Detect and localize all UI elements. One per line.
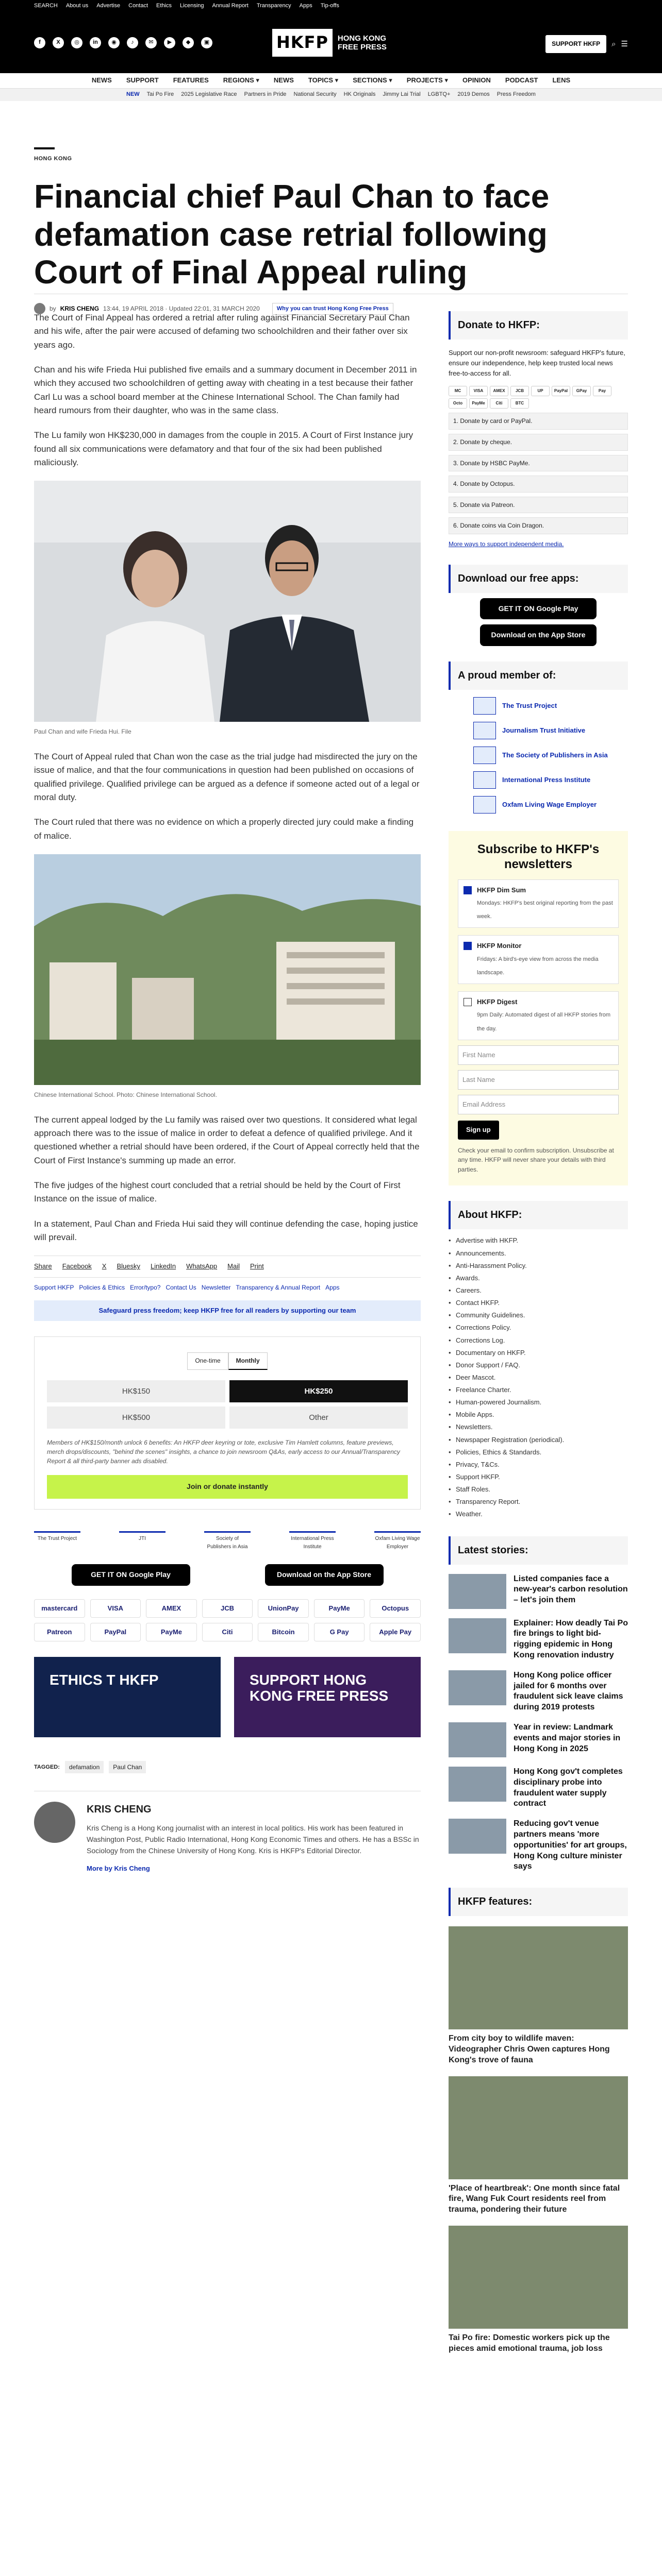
nav-item[interactable]: REGIONS ▾ [223,76,259,84]
member-logo[interactable]: JTI [119,1531,166,1551]
trust-badge[interactable]: Why you can trust Hong Kong Free Press [272,303,393,315]
author-box [34,1791,421,1874]
newsletter-checkbox[interactable] [464,886,472,894]
about-sidebar-box [449,1201,628,1229]
logo-mark[interactable]: HKFP [272,29,333,57]
trending-link[interactable]: National Security [293,91,337,98]
more-ways-link[interactable]: More ways to support independent media. [449,540,564,548]
policy-link[interactable]: Policies & Ethics [79,1283,125,1291]
more-by-author-link[interactable]: More by Kris Cheng [87,1865,150,1873]
about-link[interactable]: • Community Guidelines. [449,1309,628,1321]
share-link[interactable]: Facebook [62,1262,92,1270]
story-title[interactable]: Reducing gov't venue partners means 'more opportunities' for art groups, Hong Kong culture minister says [514,1819,627,1871]
about-link[interactable]: • Careers. [449,1284,628,1297]
trending-link[interactable]: 2019 Demos [457,91,490,98]
payment-logo: PayMe [146,1623,197,1641]
about-link[interactable]: • Contact HKFP. [449,1297,628,1309]
site-header [0,12,662,73]
social-icon[interactable]: ✉ [145,37,157,48]
tag[interactable]: Paul Chan [109,1761,146,1774]
donate-frequency-toggle [47,1352,408,1370]
payment-logo: Apple Pay [370,1623,421,1641]
trending-link[interactable]: LGBTQ+ [427,91,451,98]
about-link[interactable]: • Policies, Ethics & Standards. [449,1446,628,1459]
article-header [34,147,628,315]
newsletter-text [477,941,613,978]
card-logo: MC [449,386,467,396]
article-paragraph: The Court of Appeal ruled that Chan won the case as the trial judge had misdirected the jury on the issue of malice, and that the four communications in question had been published on occasions of qualified privilege. Qualified privilege can be argued as a defence if someone acted out of a legal or moral duty. [34,752,420,803]
feature-story[interactable] [449,2076,628,2215]
newsletter-text [477,997,613,1035]
donate-sidebar-text[interactable]: Support our non-profit newsroom: safeguard HKFP's future, ensure our independence, help keep trusted local news free-to-access for all. [449,349,625,378]
feature-title[interactable]: Tai Po fire: Domestic workers pick up the pieces amid emotional trauma, job loss [449,2333,610,2353]
nav-item[interactable]: SUPPORT [126,76,159,84]
member-item[interactable] [473,697,628,715]
trending-link[interactable]: Jimmy Lai Trial [383,91,421,98]
nav-item[interactable]: NEWS [273,76,294,84]
payment-logo: Patreon [34,1623,85,1641]
feature-stories [449,1926,628,2354]
social-icon[interactable]: ♪ [127,37,138,48]
main-nav [0,73,662,89]
about-link[interactable]: • Mobile Apps. [449,1409,628,1421]
article-paragraph: The Court of Final Appeal has ordered a retrial after ruling against Financial Secretary Paul Chan and his wife, after the pair were accused of defaming two schoolchildren and their father over six years ago. [34,313,410,350]
card-logo: PayMe [469,398,488,409]
donate-option[interactable]: 5. Donate via Patreon. [449,497,628,514]
card-logo: Citi [490,398,508,409]
newsletter-name: HKFP Dim Sum [477,886,526,894]
google-play-button[interactable]: GET IT ON Google Play [72,1564,190,1586]
amount-option[interactable]: HK$150 [47,1380,225,1402]
tags-label: TAGGED: [34,1764,60,1770]
byline-by: by [49,305,56,313]
trending-bar [0,89,662,101]
trending-link[interactable]: HK Originals [343,91,376,98]
chan-photo-illustration [34,481,421,722]
payment-logo: G Pay [314,1623,365,1641]
member-title: A proud member of: [458,669,556,681]
donate-option[interactable]: 6. Donate coins via Coin Dragon. [449,517,628,534]
policy-link[interactable]: Transparency & Annual Report [236,1283,321,1291]
article-paragraph: Chan and his wife Frieda Hui published five emails and a summary document in December 2011 in which they accused two schoolchildren of getting away with cheating in a test because their father Carl Lu was a school board member at the Chinese International School. The Chan family had heard rumours from their daughter, who was in the same class. [34,365,417,416]
newsletter-text [477,885,613,923]
site-logo[interactable] [272,29,387,57]
feature-image[interactable] [449,1926,628,2029]
about-link[interactable]: • Weather. [449,1508,628,1520]
author-photo [34,1802,75,1843]
social-icon[interactable]: ◎ [71,37,82,48]
top-link[interactable]: About us [65,3,89,9]
about-link[interactable]: • Anti-Harassment Policy. [449,1260,628,1272]
about-link[interactable]: • Deer Mascot. [449,1371,628,1384]
payment-logo: mastercard [34,1599,85,1618]
member-logo-icon [473,771,496,789]
feature-image[interactable] [449,2076,628,2179]
logo-text [338,34,387,52]
story-thumbnail[interactable] [449,1767,506,1802]
latest-stories [449,1574,628,1873]
card-logo: Pay [593,386,611,396]
member-sidebar-box [449,662,628,690]
logo-line-2: FREE PRESS [337,42,387,52]
payment-logo: AMEX [146,1599,197,1618]
tag[interactable]: defamation [65,1761,104,1774]
tags-row [34,1761,421,1774]
about-link[interactable]: • Support HKFP. [449,1471,628,1483]
share-link[interactable]: Mail [227,1262,240,1270]
latest-story[interactable] [449,1670,628,1713]
member-logos-row [34,1531,421,1551]
latest-story[interactable] [449,1722,628,1757]
payment-methods [34,1599,421,1641]
article-photo-chan [34,481,421,722]
apps-sidebar-box [449,565,628,593]
newsletter-name: HKFP Monitor [477,942,522,950]
amount-option-other[interactable]: Other [229,1406,408,1429]
article-paragraph: In a statement, Paul Chan and Frieda Hui said they will continue defending the case, hoping justice will prevail. [34,1218,418,1243]
share-link[interactable]: Bluesky [117,1262,140,1270]
about-link[interactable]: • Privacy, T&Cs. [449,1459,628,1471]
card-logos [449,386,628,409]
newsletter-desc: Mondays: HKFP's best original reporting from the past week. [477,900,613,920]
member-logo[interactable]: International Press Institute [289,1531,336,1551]
payment-logo: VISA [90,1599,141,1618]
latest-story[interactable] [449,1574,628,1609]
newsletter-title: Subscribe to HKFP's newsletters [477,842,600,871]
signup-button[interactable]: Sign up [458,1121,499,1139]
sidebar-app-store[interactable]: Download on the App Store [480,624,597,646]
payment-logo: PayPal [90,1623,141,1641]
donate-option[interactable]: 4. Donate by Octopus. [449,476,628,493]
top-link[interactable]: Advertise [96,3,121,9]
social-icon[interactable]: ◆ [183,37,194,48]
amount-option[interactable]: HK$500 [47,1406,225,1429]
about-list [449,1234,628,1520]
member-logo-icon [473,747,496,764]
newsletter-checkbox[interactable] [464,998,472,1006]
article-photo-school [34,854,421,1085]
member-name: The Trust Project [502,701,557,709]
donate-sidebar-title: Donate to HKFP: [458,319,540,331]
social-icons [34,37,212,48]
features-title: HKFP features: [458,1896,533,1908]
card-logo: UP [531,386,550,396]
social-icon[interactable]: f [34,37,45,48]
story-title[interactable]: Explainer: How deadly Tai Po fire brings to light bid-rigging epidemic in Hong Kong renovation industry [514,1618,628,1659]
amount-option-selected[interactable]: HK$250 [229,1380,408,1402]
member-name: Journalism Trust Initiative [502,726,586,734]
policy-link[interactable]: Apps [325,1283,340,1291]
about-link[interactable]: • Donor Support / FAQ. [449,1359,628,1371]
social-icon[interactable]: ◉ [108,37,120,48]
newsletter-note: Check your email to confirm subscription. Unsubscribe at any time. HKFP will never share your details with third parties. [458,1146,614,1173]
promo-ethics[interactable]: ETHICS T HKFP [34,1657,221,1737]
member-name: International Press Institute [502,775,591,784]
feature-story[interactable] [449,2226,628,2354]
card-logo: PayPal [552,386,570,396]
top-links [34,2,339,10]
feature-title[interactable]: 'Place of heartbreak': One month since fatal fire, Wang Fuk Court residents reel from trauma, pondering their future [449,2183,620,2214]
nav-item[interactable]: NEWS [91,76,112,84]
latest-story[interactable] [449,1618,628,1661]
newsletter-option[interactable] [458,991,619,1040]
feature-title[interactable]: From city boy to wildlife maven: Videographer Chris Owen captures Hong Kong's trove of fauna [449,2034,610,2064]
payment-logo: JCB [202,1599,253,1618]
share-link[interactable]: X [102,1262,107,1270]
donate-sidebar-box [449,311,628,340]
policy-link[interactable]: Error/typo? [130,1283,161,1291]
story-title[interactable]: Listed companies face a new-year's carbon resolution – let's join them [514,1574,628,1605]
app-store-row [34,1564,421,1586]
social-icon[interactable]: ▶ [164,37,175,48]
member-logo[interactable]: Oxfam Living Wage Employer [374,1531,421,1551]
member-item[interactable] [473,796,628,814]
app-store-button[interactable]: Download on the App Store [265,1564,384,1586]
social-icon[interactable]: X [53,37,64,48]
email-input[interactable]: Email Address [458,1095,619,1114]
about-link[interactable]: • Awards. [449,1272,628,1284]
trending-link[interactable]: Press Freedom [496,91,536,98]
member-logo-icon [473,722,496,739]
school-photo-illustration [34,854,421,1085]
latest-story[interactable] [449,1819,628,1872]
last-name-input[interactable]: Last Name [458,1070,619,1090]
story-thumbnail[interactable] [449,1574,506,1609]
author-name[interactable]: KRIS CHENG [87,1804,152,1816]
safeguard-banner[interactable]: Safeguard press freedom; keep HKFP free for all readers by supporting our team [34,1300,421,1321]
member-logo-icon [473,796,496,814]
donate-options [449,413,628,534]
support-hkfp-button[interactable]: SUPPORT HKFP [545,35,606,53]
top-link[interactable]: Apps [299,3,312,9]
story-thumbnail[interactable] [449,1819,506,1854]
search-icon[interactable]: ⌕ [611,39,616,48]
about-link[interactable]: • Advertise with HKFP. [449,1234,628,1247]
nav-item[interactable]: PROJECTS ▾ [406,76,448,84]
sidebar-google-play[interactable]: GET IT ON Google Play [480,598,597,620]
about-link[interactable]: • Newsletters. [449,1421,628,1433]
newsletter-box [449,831,628,1185]
donate-option[interactable]: 3. Donate by HSBC PayMe. [449,455,628,472]
share-link[interactable]: LinkedIn [151,1262,176,1270]
join-donate-button[interactable]: Join or donate instantly [47,1475,408,1499]
trending-new-label: NEW [126,91,140,98]
member-name: Oxfam Living Wage Employer [502,800,597,808]
newsletter-desc: Fridays: A bird's-eye view from across the media landscape. [477,956,599,976]
member-item[interactable] [473,747,628,764]
article-paragraph: The five judges of the highest court concluded that a retrial should be held by the Court of First Instance on the issue of malice. [34,1180,401,1204]
donate-benefits-note: Members of HK$150/month unlock 6 benefits: An HKFP deer keyring or tote, exclusive Tim Hamlett columns, feature previews, merch drops/discounts, "behind the scenes" insights, a chance to join newsroom Q&As, early access to our Annual/Transparency Report & all third-party banner ads disabled. [47,1439,400,1465]
payment-logo: PayMe [314,1599,365,1618]
donate-option[interactable]: 1. Donate by card or PayPal. [449,413,628,430]
card-logo: VISA [469,386,488,396]
newsletter-option[interactable] [458,935,619,984]
nav-item[interactable]: PODCAST [505,76,538,84]
share-row [34,1256,421,1277]
about-link[interactable]: • Documentary on HKFP. [449,1347,628,1359]
story-title[interactable]: Hong Kong police officer jailed for 6 months over fraudulent sick leave claims during 2019 protests [514,1670,623,1712]
about-link[interactable]: • Human-powered Journalism. [449,1396,628,1409]
payment-logo: Octopus [370,1599,421,1618]
card-logo: Octo [449,398,467,409]
payment-logo: Bitcoin [258,1623,309,1641]
member-logo[interactable]: Society of Publishers in Asia [204,1531,251,1551]
photo-caption-2: Chinese International School. Photo: Chinese International School. [34,1091,217,1099]
latest-sidebar-box [449,1536,628,1565]
card-logo: BTC [510,398,529,409]
author-bio: Kris Cheng is a Hong Kong journalist with an interest in local politics. His work has been featured in Washington Post, Public Radio International, Hong Kong Economic Times and others. He has a BSSc in Sociology from the Chinese University of Hong Kong. Kris is HKFP's Editorial Director. [87,1824,419,1855]
menu-icon[interactable]: ☰ [621,39,628,48]
card-logo: GPay [572,386,591,396]
features-sidebar-box [449,1888,628,1916]
header-actions [545,35,628,53]
member-name: The Society of Publishers in Asia [502,751,608,759]
member-item[interactable] [473,771,628,789]
story-thumbnail[interactable] [449,1670,506,1705]
donate-widget [34,1336,421,1510]
newsletter-checkbox[interactable] [464,942,472,950]
top-link[interactable]: Tip-offs [320,3,339,9]
top-link[interactable]: SEARCH [34,3,58,9]
article-body [34,311,421,1874]
top-utility-bar [0,0,662,12]
payment-logo: UnionPay [258,1599,309,1618]
about-link[interactable]: • Announcements. [449,1247,628,1260]
nav-item[interactable]: TOPICS ▾ [308,76,339,84]
about-link[interactable]: • Transparency Report. [449,1496,628,1508]
story-title[interactable]: Year in review: Landmark events and major stories in Hong Kong in 2025 [514,1722,621,1753]
story-title[interactable]: Hong Kong gov't completes disciplinary probe into fraudulent water supply contract [514,1767,623,1808]
story-thumbnail[interactable] [449,1618,506,1653]
policy-link[interactable]: Contact Us [166,1283,196,1291]
nav-item[interactable]: FEATURES [173,76,209,84]
photo-caption-1: Paul Chan and wife Frieda Hui. File [34,728,131,736]
apps-title: Download our free apps: [458,572,579,584]
byline-dates: 13:44, 19 APRIL 2018 · Updated 22:01, 31 MARCH 2020 [103,305,260,313]
sidebar [449,311,628,2354]
article-paragraph: The current appeal lodged by the Lu family was raised over two questions. It considered what legal approach there was to the issue of malice in order to defeat a defence of qualified privilege. And it questioned whether a retrial should have been ordered, if the Court of Appeal correctly held that the Court of First Instance's summing up made an error. [34,1114,420,1165]
story-thumbnail[interactable] [449,1722,506,1757]
top-link[interactable]: Contact [128,3,148,9]
promo-row [34,1657,421,1737]
share-link[interactable]: WhatsApp [186,1262,218,1270]
article-paragraph: The Court ruled that there was no evidence on which a properly directed jury could make a finding of malice. [34,817,414,841]
nav-item[interactable]: SECTIONS ▾ [353,76,392,84]
share-link[interactable]: Print [250,1262,264,1270]
policy-row [34,1283,421,1293]
byline-author[interactable]: KRIS CHENG [60,305,100,313]
card-logo: AMEX [490,386,508,396]
latest-story[interactable] [449,1767,628,1809]
freq-monthly[interactable]: Monthly [228,1352,268,1370]
about-link[interactable]: • Freelance Charter. [449,1384,628,1396]
article-kicker[interactable]: HONG KONG [34,156,72,162]
nav-item[interactable]: LENS [552,76,571,84]
nav-item[interactable]: OPINION [462,76,491,84]
donate-option[interactable]: 2. Donate by cheque. [449,434,628,451]
article-paragraph: The Lu family won HK$230,000 in damages from the couple in 2015. A Court of First Instance jury found all six communications were defamatory and that four of the six had been published maliciously. [34,430,413,468]
top-link[interactable]: Licensing [180,3,204,9]
member-logo[interactable]: The Trust Project [34,1531,80,1551]
freq-one-time[interactable]: One-time [187,1352,228,1370]
about-title: About HKFP: [458,1209,522,1221]
trending-link[interactable]: 2025 Legislative Race [181,91,237,98]
member-item[interactable] [473,722,628,739]
card-logo: JCB [510,386,529,396]
first-name-input[interactable]: First Name [458,1045,619,1065]
latest-title: Latest stories: [458,1544,528,1556]
trending-link[interactable]: Partners in Pride [244,91,287,98]
social-icon[interactable]: ▣ [201,37,212,48]
social-icon[interactable]: in [90,37,101,48]
feature-image[interactable] [449,2226,628,2329]
trending-link[interactable]: Tai Po Fire [146,91,174,98]
top-link[interactable]: Transparency [256,3,291,9]
member-list [449,697,628,814]
about-link[interactable]: • Corrections Policy. [449,1321,628,1334]
top-link[interactable]: Annual Report [212,3,249,9]
article-title: Financial chief Paul Chan to face defamation case retrial following Court of Final Appeal ruling [34,178,550,291]
kicker-rule [34,147,55,149]
about-link[interactable]: • Corrections Log. [449,1334,628,1347]
policy-link[interactable]: Support HKFP [34,1283,74,1291]
feature-story[interactable] [449,1926,628,2065]
payment-logo: Citi [202,1623,253,1641]
about-link[interactable]: • Newspaper Registration (periodical). [449,1434,628,1446]
member-logo-icon [473,697,496,715]
top-link[interactable]: Ethics [156,3,172,9]
newsletter-name: HKFP Digest [477,998,518,1006]
newsletter-desc: 9pm Daily: Automated digest of all HKFP stories from the day. [477,1012,611,1032]
policy-link[interactable]: Newsletter [201,1283,231,1291]
donate-amounts [47,1380,408,1429]
share-link[interactable]: Share [34,1262,52,1270]
newsletter-option[interactable] [458,879,619,928]
promo-support[interactable]: SUPPORT HONG KONG FREE PRESS [234,1657,421,1737]
logo-line-1: HONG KONG [337,33,387,43]
about-link[interactable]: • Staff Roles. [449,1483,628,1496]
